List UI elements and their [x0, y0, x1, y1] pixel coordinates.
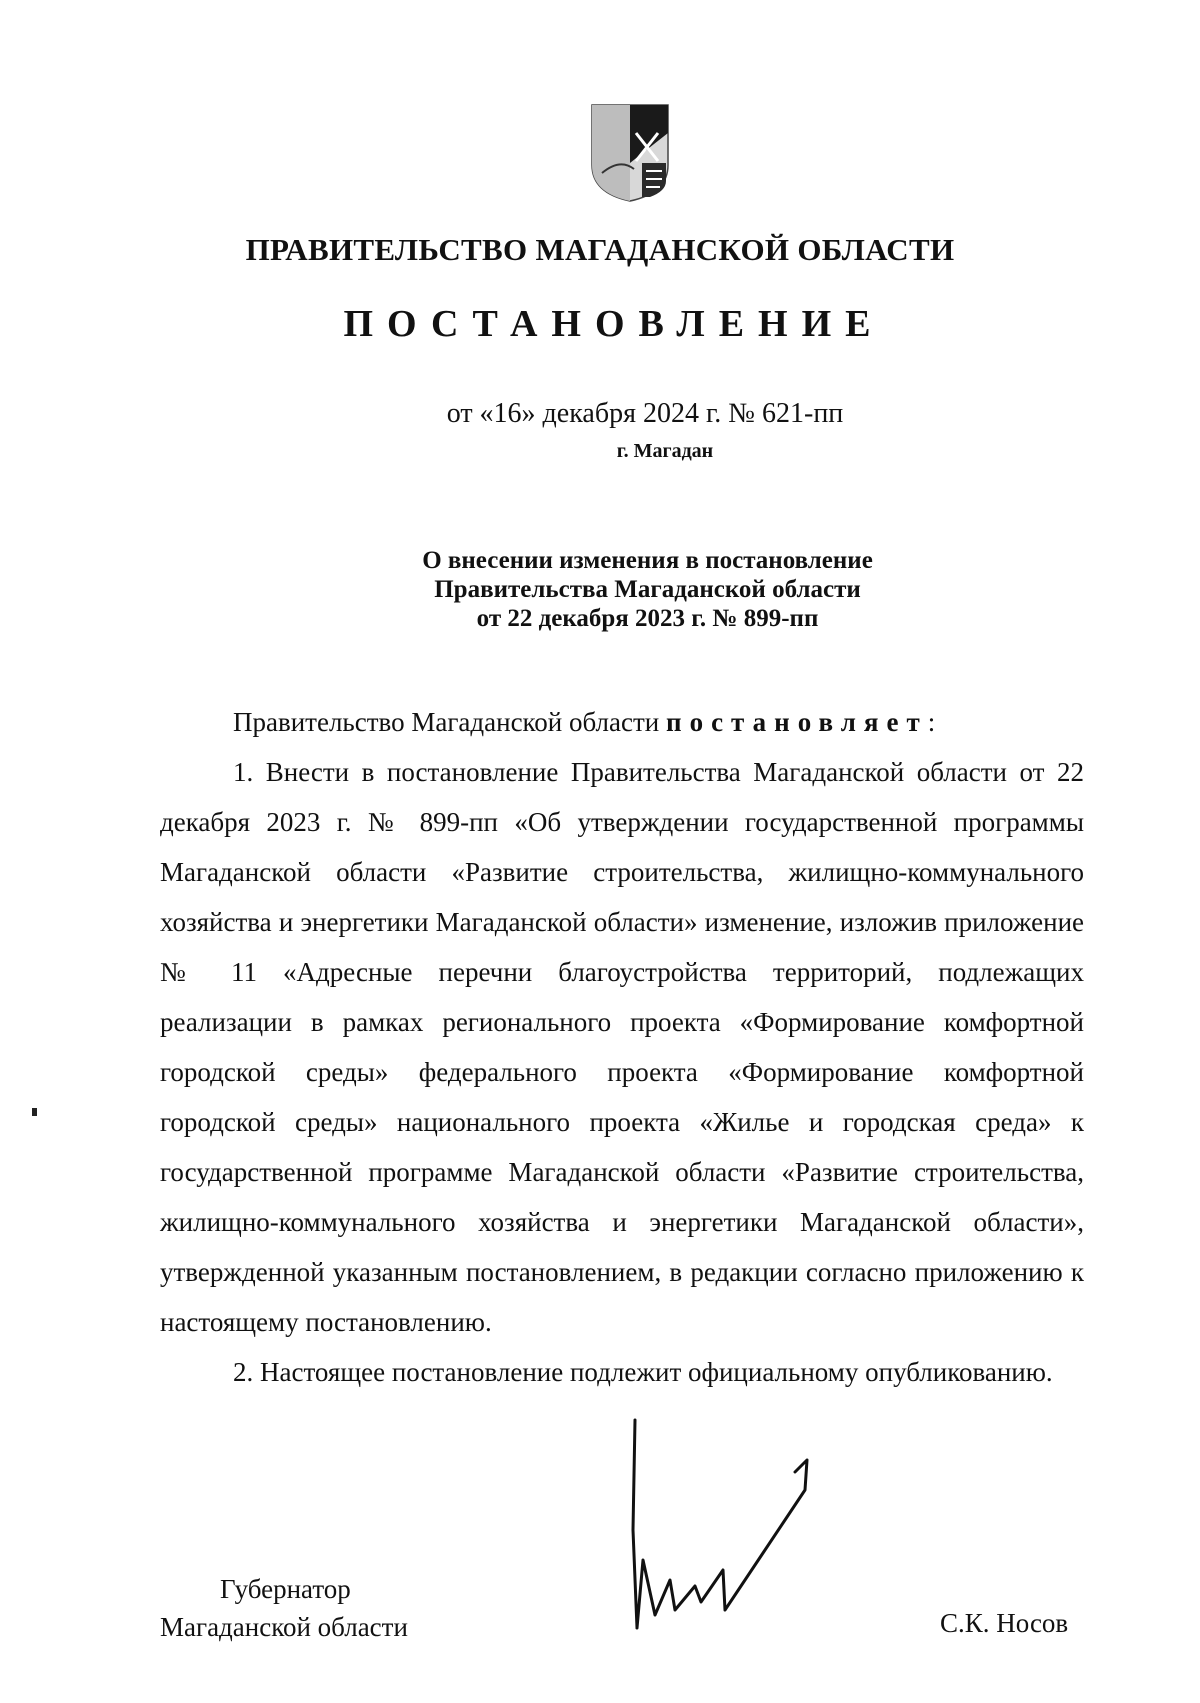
intro-text: Правительство Магаданской области [233, 707, 667, 737]
paragraph-item-2: 2. Настоящее постановление подлежит официальному опубликованию. [233, 1357, 1053, 1387]
paragraph-item-1: 1. Внести в постановление Правительства Магаданской области от 22 декабря 2023 г. № 899-пп «Об утверждении государственной программы Магаданской области «Развитие строительства, жилищно-коммунального хозяйства и энергетики Магаданской области» изменение, изложив приложение № 11 «Адресные перечни благоустройства территорий, подлежащих реализации в рамках регионального проекта «Формирование комфортной городской среды» федерального проекта «Формирование комфортной городской среды» национального проекта «Жилье и городская среда» к государственной программе Магаданской области «Развитие строительства, жилищно-коммунального хозяйства и энергетики Магаданской области», утвержденной указанным постановлением, в редакции согласно приложению к настоящему постановлению. [160, 757, 1084, 1337]
document-type: ПОСТАНОВЛЕНИЕ [343, 303, 885, 345]
signatory-position-line: Губернатор [220, 1574, 351, 1604]
signatory-position-line: Магаданской области [160, 1612, 408, 1642]
intro-paragraph [160, 697, 1084, 747]
document-city: г. Магадан [616, 440, 714, 462]
signatory-position [160, 1570, 408, 1646]
scan-artifact [32, 1108, 37, 1116]
subject-line: Правительства Магаданской области [434, 576, 861, 603]
intro-spaced-word: постановляет [666, 707, 928, 737]
document-subject [0, 546, 1200, 633]
subject-line: О внесении изменения в постановление [422, 547, 873, 574]
document-body [160, 697, 1084, 1397]
government-title: ПРАВИТЕЛЬСТВО МАГАДАНСКОЙ ОБЛАСТИ [245, 232, 955, 267]
subject-line: от 22 декабря 2023 г. № 899-пп [476, 605, 819, 632]
handwritten-signature [615, 1410, 885, 1640]
signatory-name: С.К. Носов [940, 1608, 1069, 1638]
intro-colon: : [927, 707, 936, 737]
document-date-number: от «16» декабря 2024 г. № 621-пп [446, 398, 844, 429]
coat-of-arms-icon [590, 103, 670, 203]
